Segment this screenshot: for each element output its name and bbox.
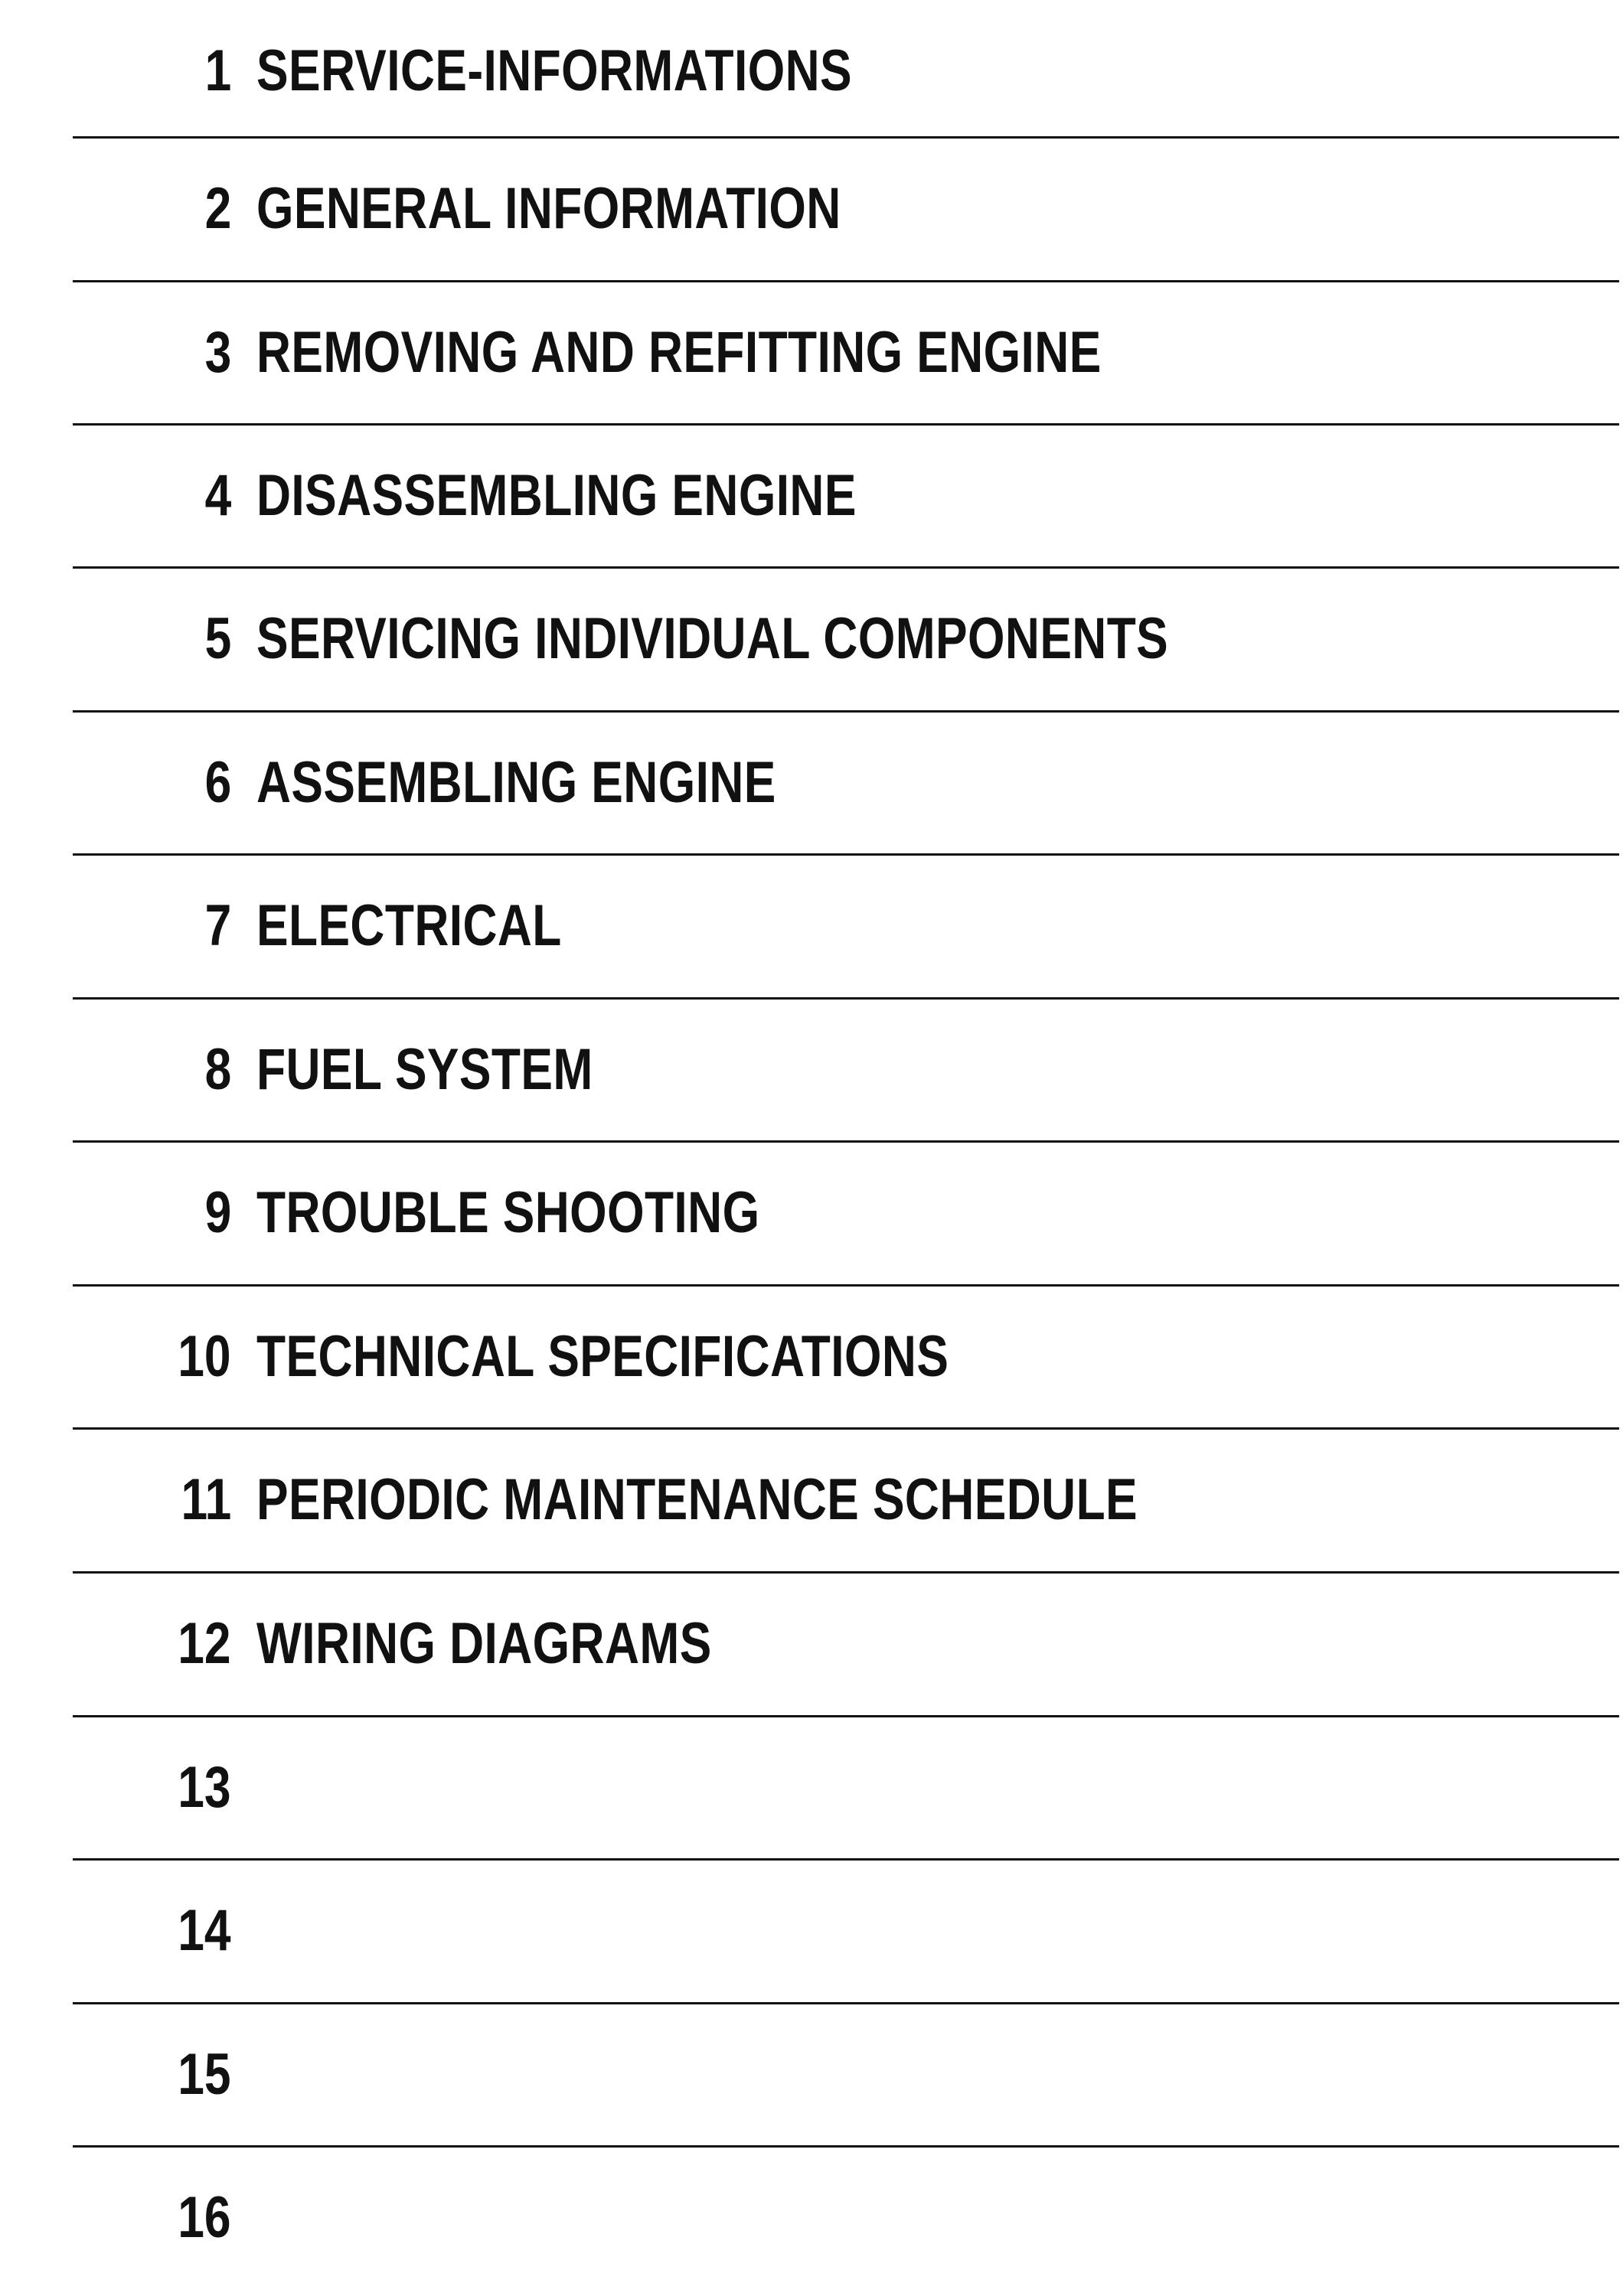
toc-number: 5 <box>204 605 231 671</box>
toc-number: 9 <box>204 1179 231 1245</box>
toc-number: 10 <box>178 1323 231 1389</box>
toc-title: GENERAL INFORMATION <box>256 175 841 241</box>
toc-row-8[interactable] <box>73 997 1619 1140</box>
toc-title: SERVICE-INFORMATIONS <box>256 38 853 103</box>
toc-title: TECHNICAL SPECIFICATIONS <box>256 1323 949 1389</box>
toc-row-5[interactable] <box>73 566 1619 709</box>
toc-number: 6 <box>204 749 231 815</box>
toc-number: 14 <box>178 1897 231 1963</box>
toc-row-4[interactable] <box>73 423 1619 566</box>
toc-title: ELECTRICAL <box>256 892 562 958</box>
toc-title: SERVICING INDIVIDUAL COMPONENTS <box>256 605 1169 671</box>
toc-row-14[interactable] <box>73 1858 1619 2001</box>
toc-title: DISASSEMBLING ENGINE <box>256 462 857 528</box>
toc-number: 13 <box>178 1754 231 1820</box>
toc-row-11[interactable] <box>73 1427 1619 1570</box>
toc-title: ASSEMBLING ENGINE <box>256 749 776 815</box>
toc-row-6[interactable] <box>73 710 1619 853</box>
toc-row-1[interactable] <box>73 0 1619 142</box>
toc-number: 11 <box>181 1466 231 1532</box>
toc-title: WIRING DIAGRAMS <box>256 1610 712 1676</box>
toc-number: 7 <box>204 892 231 958</box>
toc-number: 8 <box>204 1036 231 1102</box>
toc-row-2[interactable] <box>73 136 1619 279</box>
toc-row-12[interactable] <box>73 1571 1619 1714</box>
toc-number: 3 <box>204 319 231 385</box>
toc-number: 1 <box>204 38 231 103</box>
toc-number: 12 <box>178 1610 231 1676</box>
toc-title: FUEL SYSTEM <box>256 1036 593 1102</box>
toc-row-16[interactable] <box>73 2145 1619 2288</box>
toc-row-3[interactable] <box>73 280 1619 422</box>
toc-row-15[interactable] <box>73 2002 1619 2144</box>
toc-title: PERIODIC MAINTENANCE SCHEDULE <box>256 1466 1138 1532</box>
toc-title: TROUBLE SHOOTING <box>256 1179 760 1245</box>
toc-number: 2 <box>204 175 231 241</box>
toc-number: 16 <box>178 2184 231 2250</box>
toc-number: 15 <box>178 2041 231 2107</box>
toc-number: 4 <box>204 462 231 528</box>
toc-row-9[interactable] <box>73 1140 1619 1283</box>
toc-row-7[interactable] <box>73 853 1619 996</box>
toc-title: REMOVING AND REFITTING ENGINE <box>256 319 1102 385</box>
toc-row-10[interactable] <box>73 1284 1619 1427</box>
toc-row-13[interactable] <box>73 1715 1619 1857</box>
